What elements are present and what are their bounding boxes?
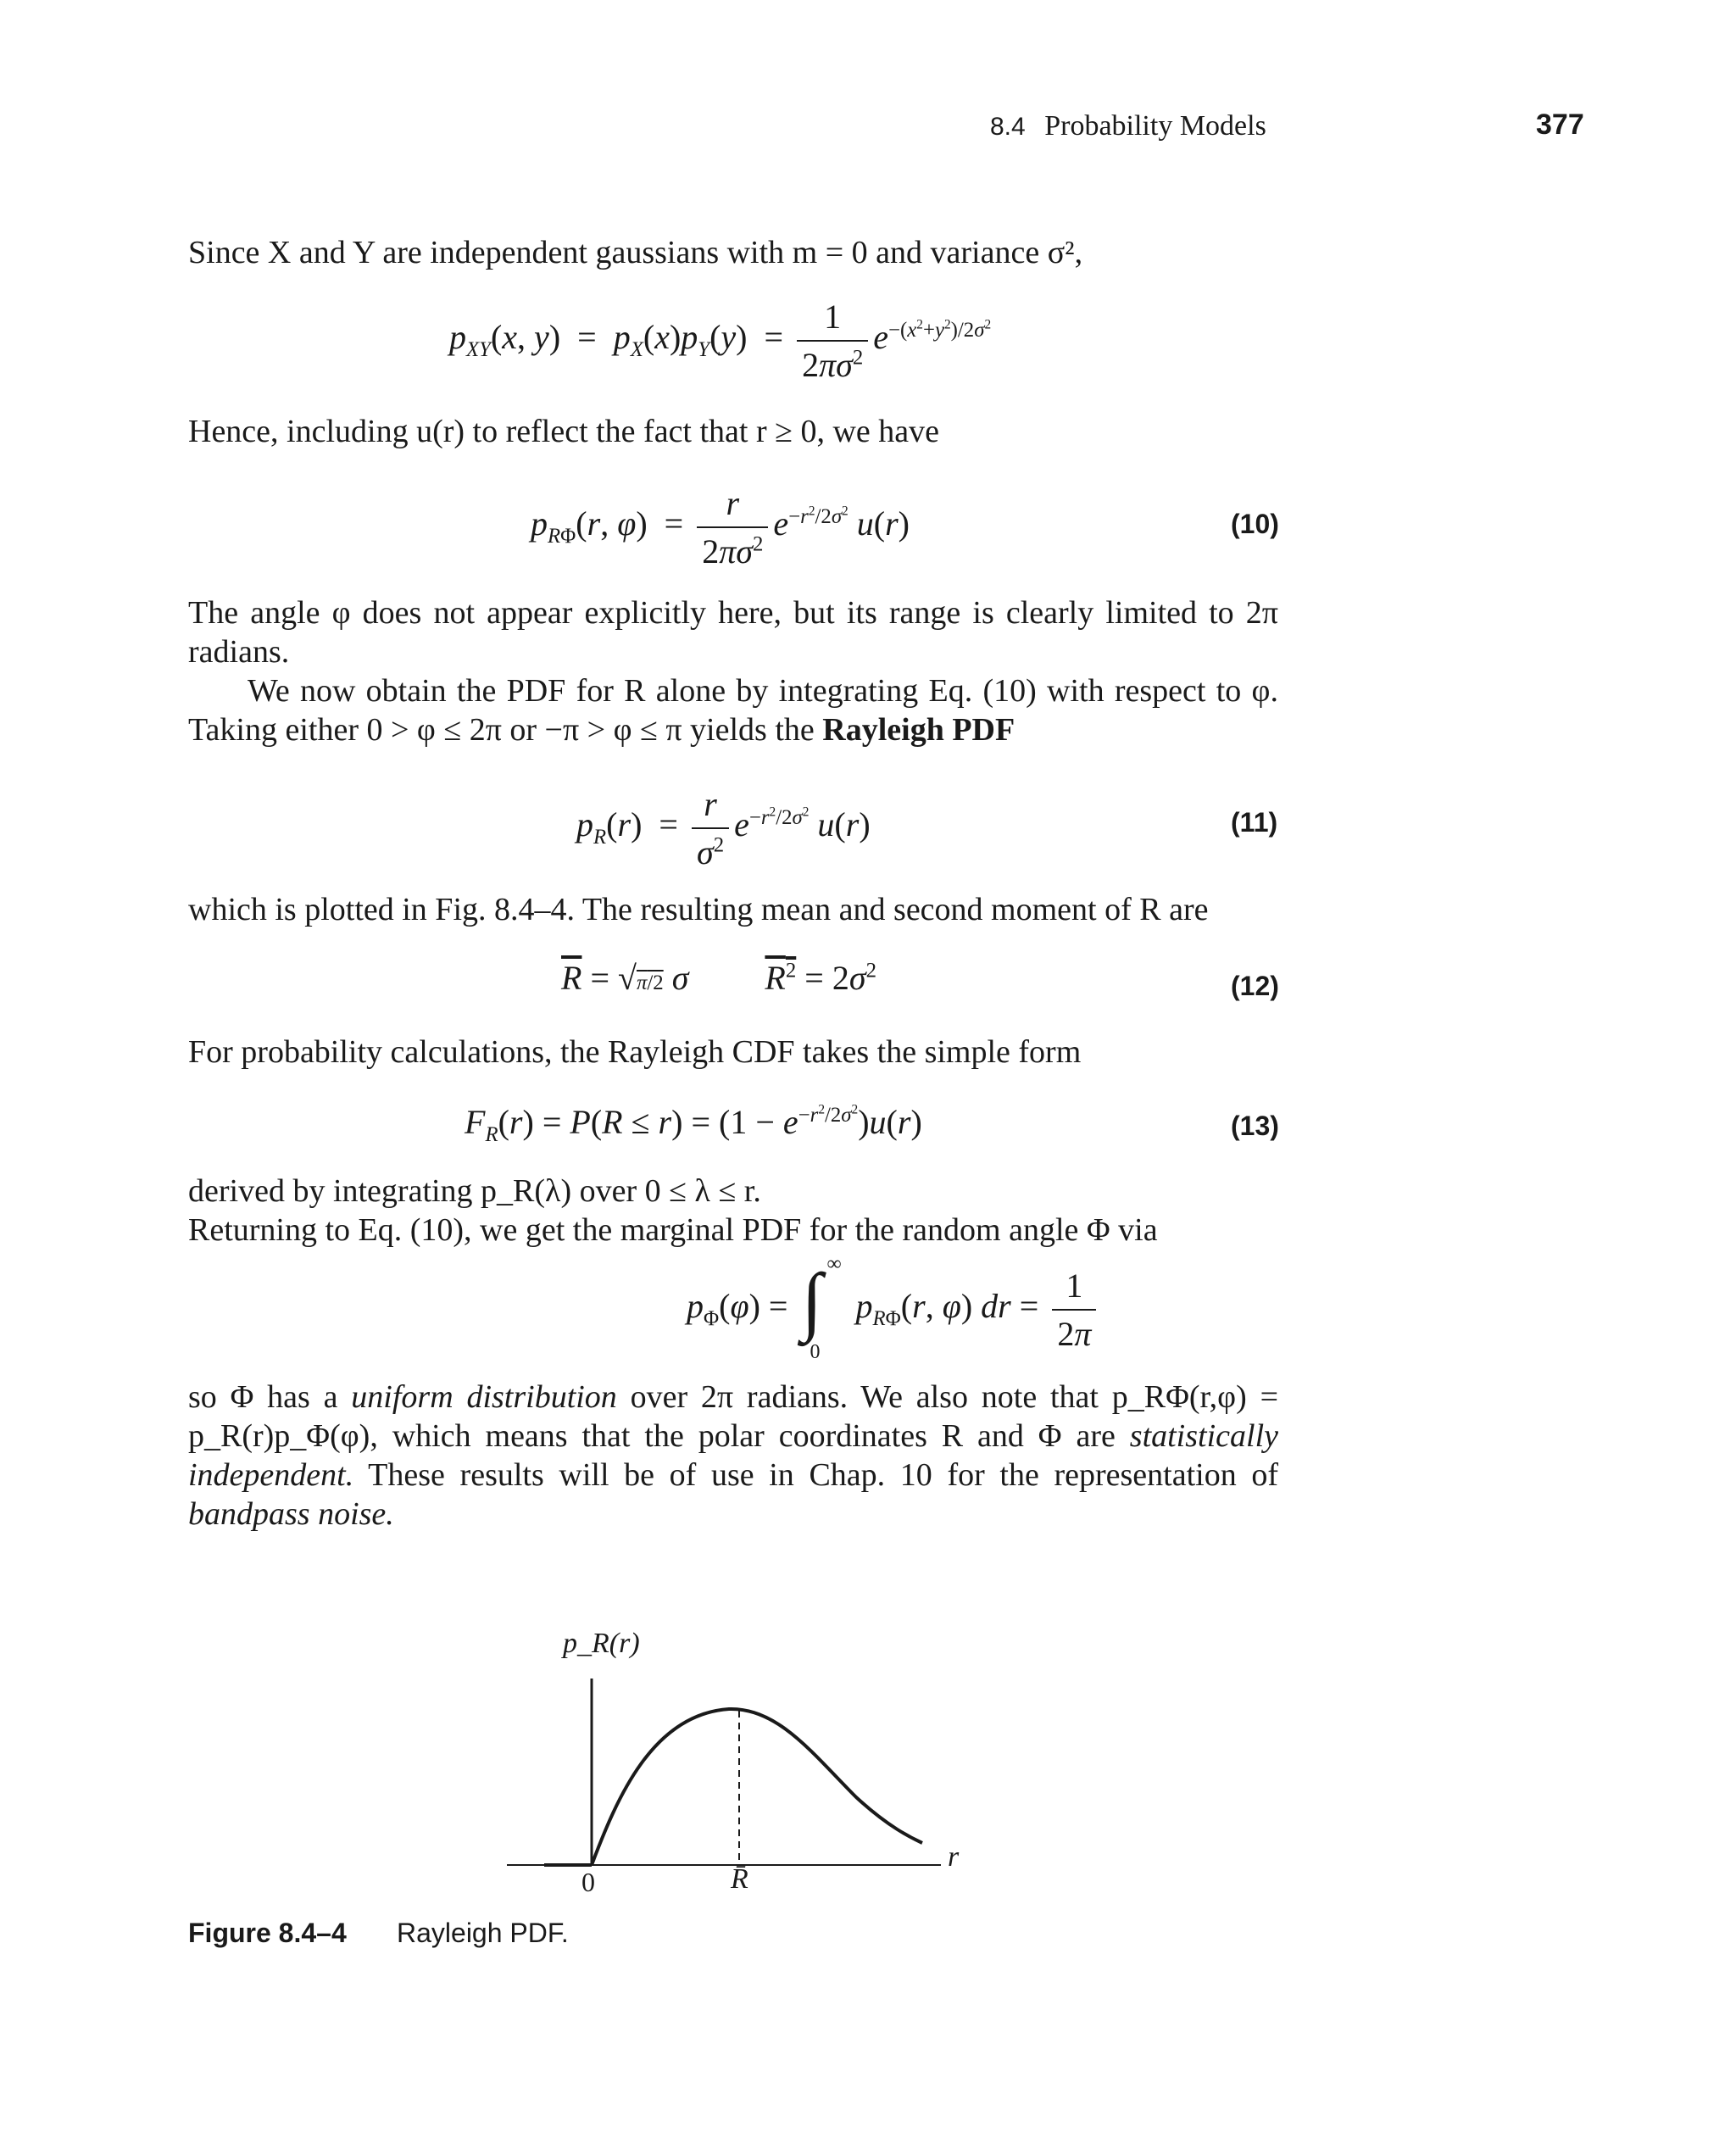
paragraph-2: Hence, including u(r) to reflect the fact that r ≥ 0, we have [188, 414, 940, 449]
paragraph-6: For probability calculations, the Rayleigh CDF takes the simple form [188, 1034, 1082, 1070]
paragraph-9 [188, 1378, 1278, 1534]
running-header [990, 110, 1266, 142]
bandpass-noise-term: bandpass noise. [188, 1496, 394, 1532]
x-axis-label: r [948, 1841, 960, 1873]
equation-12: $\overline{R} = √\pi/2$ σ $R^2 = 2\sigma^2$ [561, 959, 876, 997]
rayleigh-curve [592, 1709, 922, 1865]
mean-label: R̄ [731, 1863, 748, 1895]
paragraph-5: which is plotted in Fig. 8.4–4. The resulting mean and second moment of R are [188, 892, 1209, 927]
paragraph-9-text-a: so Φ has a [188, 1379, 352, 1415]
paragraph-7: derived by integrating p_R(λ) over 0 ≤ λ ≤ r. [188, 1173, 761, 1209]
equation-10: $p_{R\Phi}(r$, φ) = $\frac{r}{2\pi\sigma^2}$ $e^{-r^2/2\sigma^2}$ u(r) [531, 484, 910, 571]
equation-13: $F_R(r) = P(R \le r) = (1 - e^{-r^2/2\sigma^2})u(r)$ [465, 1102, 922, 1146]
page-number: 377 [1536, 109, 1584, 141]
paragraph-1: Since X and Y are independent gaussians with m = 0 and variance σ², [188, 235, 1083, 270]
uniform-distribution-term: uniform distribution [351, 1379, 617, 1415]
section-title: Probability Models [1044, 110, 1266, 142]
origin-label: 0 [581, 1867, 595, 1897]
figure-label: Figure 8.4–4 [188, 1918, 347, 1948]
paragraph-9-text-c: over 2π radians. We also note that p_RΦ(r,φ) = p_R(r)p_Φ(φ), which means that the polar coordinates R and Φ are [188, 1379, 1278, 1454]
figure-caption: Rayleigh PDF. [397, 1918, 569, 1948]
equation-number-12: (12) [1231, 971, 1279, 1001]
paragraph-4 [188, 671, 1278, 749]
equation-joint-pdf: $p_{XY}(x$, $y) = p_X(x)p_Y(y)$ = $\frac{1}{2\pi\sigma^2}$ $e^{-(x^2+y^2)/2\sigma^2}$ [449, 298, 992, 384]
equation-number-11: (11) [1231, 807, 1278, 838]
y-axis-label: p_R(r) [563, 1628, 640, 1659]
paragraph-8: Returning to Eq. (10), we get the marginal PDF for the random angle Φ via [188, 1212, 1158, 1248]
paragraph-9-text-e: These results will be of use in Chap. 10 for the representation of [353, 1457, 1278, 1493]
section-number: 8.4 [990, 113, 1026, 141]
equation-number-13: (13) [1231, 1111, 1279, 1141]
statistically-independent-term: statistically independent. [188, 1418, 1278, 1493]
equation-number-10: (10) [1231, 509, 1279, 539]
paragraph-3: The angle φ does not appear explicitly here, but its range is clearly limited to 2π radians. [188, 595, 1278, 670]
equation-marginal-angle: $p_\Phi(\varphi)$ = ∫ ∞ 0 $p_{R\Phi}(r$, φ) dr = $\frac{1}{2\pi}$ [687, 1263, 1101, 1356]
equation-11: $p_R(r)$ = $\frac{r}{\sigma^2}$ $e^{-r^2/2\sigma^2}$ u(r) [576, 785, 871, 871]
paragraph-4-text: We now obtain the PDF for R alone by integrating Eq. (10) with respect to φ. Taking either 0 > φ ≤ 2π or −π > φ ≤ π yields the [188, 673, 1278, 748]
rayleigh-pdf-term: Rayleigh PDF [822, 712, 1015, 748]
